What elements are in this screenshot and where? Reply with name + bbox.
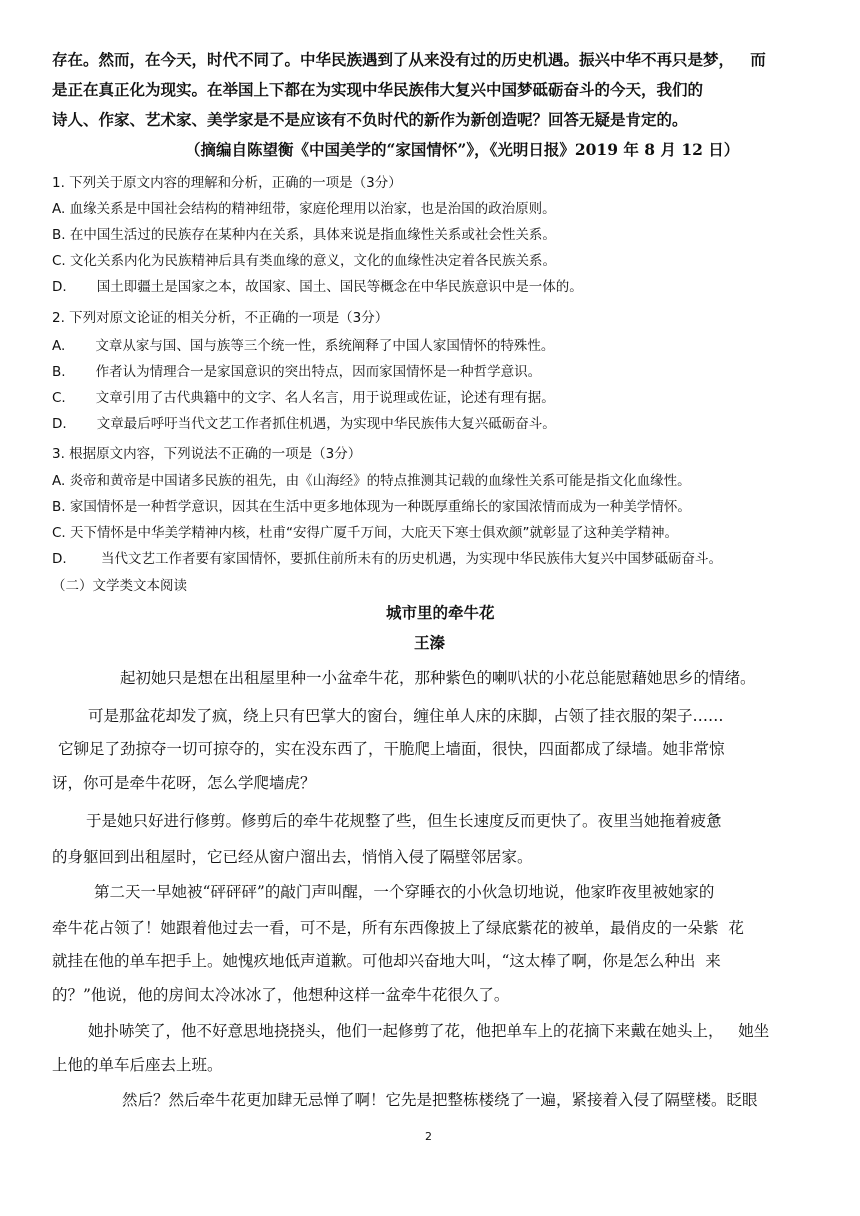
story-line: 于是她只好进行修剪。修剪后的牵牛花规整了些，但生长速度反而更快了。夜里当她拖着疲惫 <box>86 812 722 830</box>
intro-line: 诗人、作家、艺术家、美学家是不是应该有不负时代的新作为新创造呢？回答无疑是肯定的。 <box>52 110 688 129</box>
question-option: A. 文章从家与国、国与族等三个统一性，系统阐释了中国人家国情怀的特殊性。 <box>52 338 555 354</box>
question-option: B. 家国情怀是一种哲学意识，因其在生活中更多地体现为一种既厚重绵长的家国浓情而成为一种美学情怀。 <box>52 499 691 515</box>
story-title: 城市里的牵牛花 <box>386 603 495 622</box>
question-stem: 3. 根据原文内容，下列说法不正确的一项是（3分） <box>52 446 362 462</box>
question-option: C. 文章引用了古代典籍中的文字、名人名言，用于说理或佐证，论述有理有据。 <box>52 390 555 406</box>
story-line: 她扑哧笑了，他不好意思地挠挠头，他们一起修剪了花，他把单车上的花摘下来戴在她头上， 她坐 <box>88 1022 770 1040</box>
question-stem: 1. 下列关于原文内容的理解和分析，正确的一项是（3分） <box>52 175 402 191</box>
story-line: 就挂在他的单车把手上。她愧疚地低声道歉。可他却兴奋地大叫，“这太棒了啊，你是怎么种出 来 <box>52 952 721 970</box>
story-author: 王溱 <box>414 633 446 652</box>
intro-line: 是正在真正化为现实。在举国上下都在为实现中华民族伟大复兴中国梦砥砺奋斗的今天，我们的 <box>52 80 704 99</box>
story-line: 上他的单车后座去上班。 <box>52 1056 223 1074</box>
story-line: 它铆足了劲掠夺一切可掠夺的，实在没东西了，干脆爬上墙面，很快，四面都成了绿墙。她非常惊 <box>58 740 725 758</box>
question-option: C. 天下情怀是中华美学精神内核，杜甫“安得广厦千万间，大庇天下寒士俱欢颜”就彰显了这种美学精神。 <box>52 525 678 541</box>
question-option: A. 血缘关系是中国社会结构的精神纽带，家庭伦理用以治家，也是治国的政治原则。 <box>52 201 556 217</box>
story-line: 的身躯回到出租屋时，它已经从窗户溜出去，悄悄入侵了隔壁邻居家。 <box>52 848 533 866</box>
question-option: A. 炎帝和黄帝是中国诸多民族的祖先，由《山海经》的特点推测其记载的血缘性关系可能是指文化血缘性。 <box>52 473 691 489</box>
story-line: 第二天一早她被“砰砰砰”的敲门声叫醒，一个穿睡衣的小伙急切地说，他家昨夜里被她家的 <box>94 883 715 901</box>
story-line: 讶，你可是牵牛花呀，怎么学爬墙虎？ <box>52 774 316 792</box>
story-line: 的？”他说，他的房间太冷冰冰了，他想种这样一盆牵牛花很久了。 <box>52 986 510 1004</box>
story-line: 起初她只是想在出租屋里种一小盆牵牛花，那种紫色的喇叭状的小花总能慰藉她思乡的情绪。 <box>120 669 756 687</box>
intro-line: 存在。然而，在今天，时代不同了。中华民族遇到了从来没有过的历史机遇。振兴中华不再只是梦， 而 <box>52 50 766 69</box>
question-option: C. 文化关系内化为民族精神后具有类血缘的意义，文化的血缘性决定着各民族关系。 <box>52 253 557 269</box>
story-line: 牵牛花占领了！她跟着他过去一看，可不是，所有东西像披上了绿底紫花的被单，最俏皮的一朵紫 花 <box>52 919 744 937</box>
question-option: B. 作者认为情理合一是家国意识的突出特点，因而家国情怀是一种哲学意识。 <box>52 364 542 380</box>
question-option: D. 当代文艺工作者要有家国情怀，要抓住前所未有的历史机遇，为实现中华民族伟大复兴中国梦砥砺奋斗。 <box>52 551 723 567</box>
citation: （摘编自陈望衡《中国美学的“家国情怀”》，《光明日报》2019 年 8 月 12 日） <box>185 140 740 159</box>
question-stem: 2. 下列对原文论证的相关分析，不正确的一项是（3分） <box>52 310 389 326</box>
question-option: D. 国土即疆土是国家之本，故国家、国土、国民等概念在中华民族意识中是一体的。 <box>52 279 583 295</box>
story-line: 然后？然后牵牛花更加肆无忌惮了啊！它先是把整栋楼绕了一遍，紧接着入侵了隔壁楼。眨眼 <box>122 1091 758 1109</box>
question-option: B. 在中国生活过的民族存在某种内在关系，具体来说是指血缘性关系或社会性关系。 <box>52 227 556 243</box>
section-heading: （二）文学类文本阅读 <box>52 578 187 594</box>
page-number: 2 <box>425 1130 432 1143</box>
question-option: D. 文章最后呼吁当代文艺工作者抓住机遇，为实现中华民族伟大复兴砥砺奋斗。 <box>52 416 556 432</box>
story-line: 可是那盆花却发了疯，绕上只有巴掌大的窗台，缠住单人床的床脚，占领了挂衣服的架子…… <box>88 707 724 725</box>
